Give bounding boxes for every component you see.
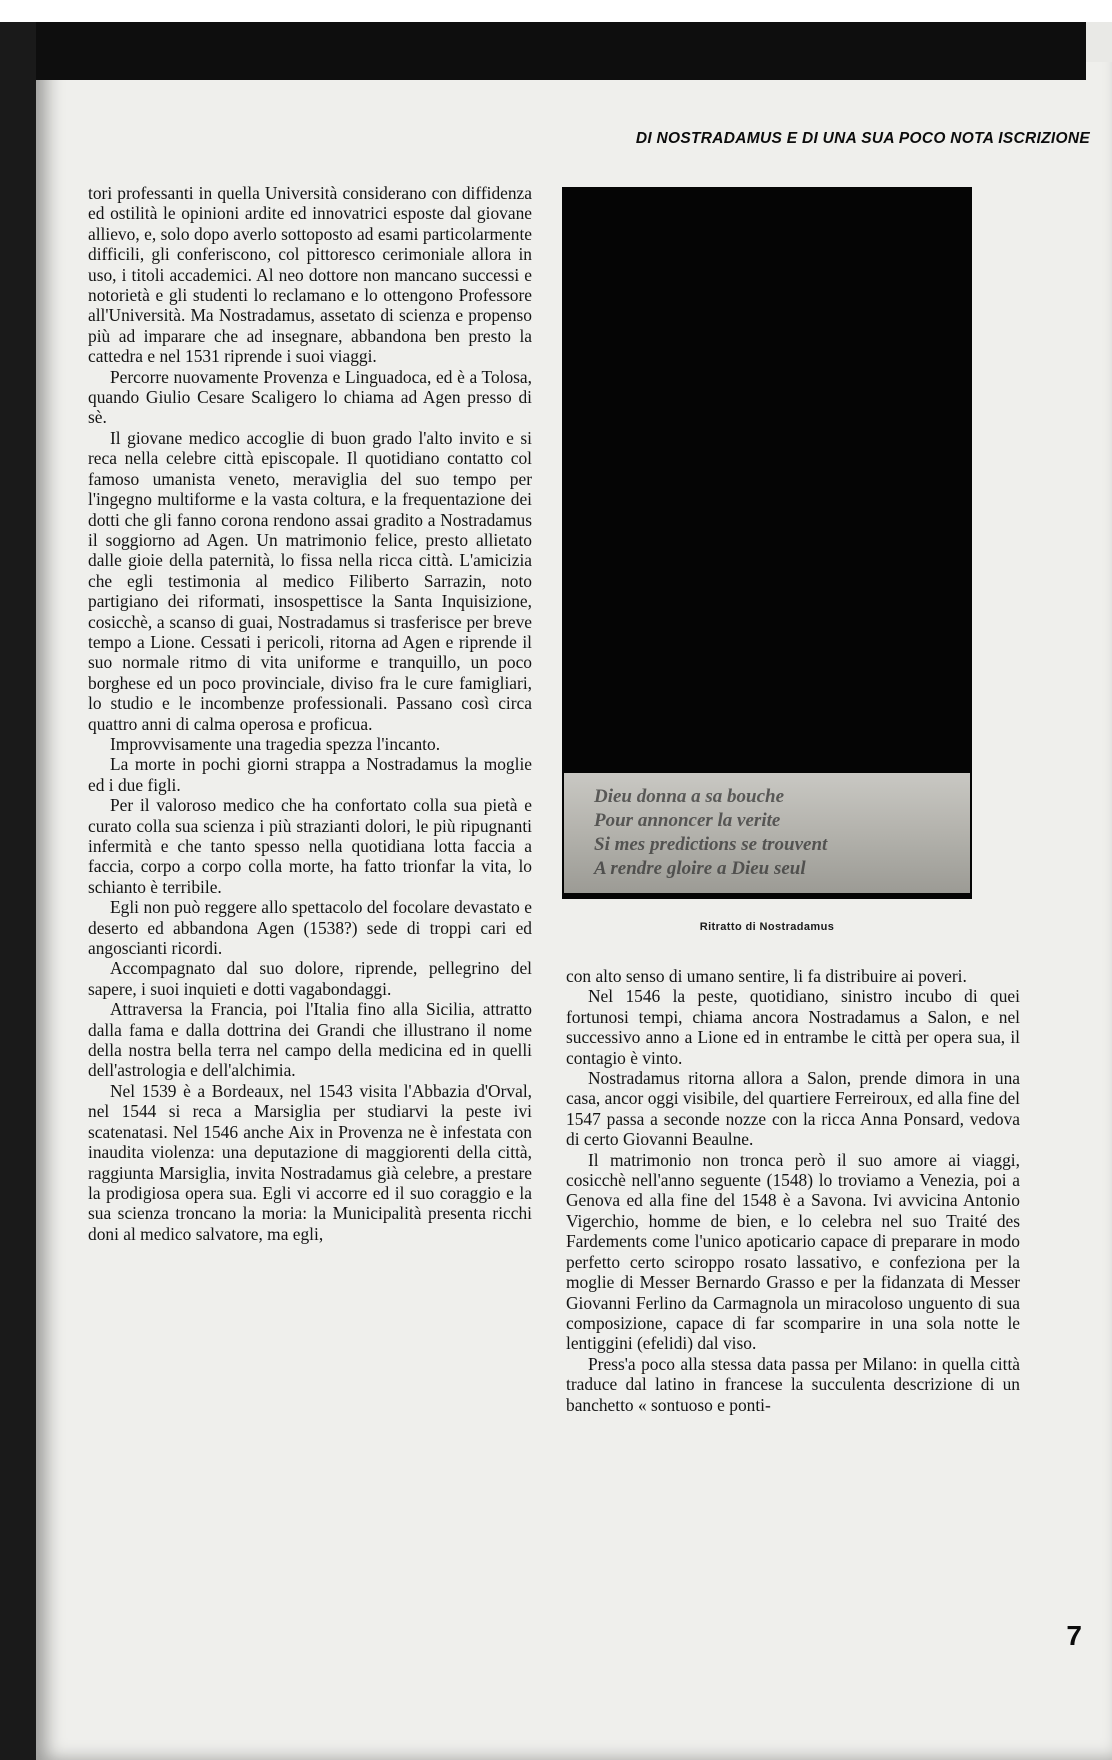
paragraph: Nel 1539 è a Bordeaux, nel 1543 visita l'Abbazia d'Orval, nel 1544 si reca a Marsiglia per studiarvi la peste ivi scatenatasi. Nel 1546 anche Aix in Provenza ne è infestata con inaudita violenza: una deputazione di maggiorenti della città, raggiunta Marsiglia, invita Nostradamus già celebre, a prestare la prodigiosa opera sua. Egli vi accorre ed il suo coraggio e la sua scienza troncano la moria: la Municipalità presenta ricchi doni al medico salvatore, ma egli, [88,1080,532,1244]
paragraph: Il matrimonio non tronca però il suo amore ai viaggi, cosicchè nell'anno seguente (1548) lo troviamo a Venezia, poi a Genova ed alla fine del 1548 è a Savona. Ivi avvicina Antonio Vigerchio, homme de bien, e lo celebra nel suo Traité des Fardements come l'unico apoticario capace di preparare in modo perfetto certo sciroppo rosato lassativo, e confeziona per la moglie di Messer Bernardo Grasso e per la fidanzata di Messer Giovanni Ferlino da Carmagnola un miracoloso unguento di sua composizione, capace di far scomparire in una sola notte le lentiggini (efelidi) dal viso. [566,1149,1020,1354]
paragraph: Accompagnato dal suo dolore, riprende, pellegrino del sapere, i suoi inquieti e dotti vagabondaggi. [88,958,532,999]
figure-caption: Ritratto di Nostradamus [699,921,835,933]
paragraph: Il giovane medico accoglie di buon grado l'alto invito e si reca nella celebre città episcopale. Il quotidiano contatto col famoso umanista veneto, meraviglia del suo tempo per l'ingegno multiforme e la vasta coltura, e la frequentazione dei dotti che gli fanno corona rendono assai gradito a Nostradamus il soggiorno ad Agen. Un matrimonio felice, presto allietato dalle gioie della paternità, lo fissa nella ricca città. L'amicizia che egli testimonia al medico Filiberto Sarrazin, noto partigiano dei riformati, insospettisce la Santa Inquisizione, cosicchè, a scanso di guai, Nostradamus si trasferisce per breve tempo a Lione. Cessati i pericoli, ritorna ad Agen e riprende il suo normale ritmo di vita uniforme e tranquillo, un poco borghese ed un poco provinciale, diviso fra le cure famigliari, lo studio e le incombenze professionali. Passano così circa quattro anni di calma operosa e proficua. [88,427,532,734]
paragraph: con alto senso di umano sentire, li fa distribuire ai poveri. [566,966,967,986]
inscription-line: A rendre gloire a Dieu seul [594,858,806,879]
inscription-line: Dieu donna a sa bouche [594,786,785,807]
paragraph: Egli non può reggere allo spettacolo del focolare devastato e deserto ed abbandona Agen (1538?) sede di troppi cari ed angoscianti ricordi. [88,897,532,959]
portrait-image [562,187,972,899]
left-column [88,183,532,1244]
paragraph: Nel 1546 la peste, quotidiano, sinistro incubo di quei fortunosi tempi, chiama ancora Nostradamus a Salon, e nel successivo anno a Lione ed in entrambe le città per opera sua, il contagio è vinto. [566,986,1020,1068]
portrait-inscription [594,785,954,881]
scan-corner [1086,22,1112,62]
paragraph: Attraversa la Francia, poi l'Italia fino alla Sicilia, attratto dalla fama e dalla dottrina dei Grandi che illustrano il nome della nostra bella terra nel campo della medicina ed in quelli dell'astrologia e dell'alchimia. [88,999,532,1081]
inscription-line: Pour annoncer la verite [594,810,781,831]
paragraph: La morte in pochi giorni strappa a Nostradamus la moglie ed i due figli. [88,754,532,795]
paragraph: Improvvisamente una tragedia spezza l'incanto. [110,733,441,754]
paragraph: Press'a poco alla stessa data passa per Milano: in quella città traduce dal latino in francese la succulenta descrizione di un banchetto « sontuoso e ponti- [566,1353,1020,1415]
running-header: DI NOSTRADAMUS E DI UNA SUA POCO NOTA ISCRIZIONE [635,130,1090,147]
paragraph: Per il valoroso medico che ha confortato colla sua pietà e curato colla sua scienza i più strazianti dolori, le più ripugnanti infermità e che tanto spesso nella quotidiana lotta faccia a faccia, corpo a corpo colla morte, ha fatto trionfar la vita, lo schianto è terribile. [88,795,532,897]
paragraph: tori professanti in quella Università considerano con diffidenza ed ostilità le opinioni ardite ed innovatrici esposte dal giovane allievo, e, solo dopo averlo sottoposto ad esami particolarmente difficili, gli conferiscono, col pittoresco cerimoniale allora in uso, i titoli accademici. Al neo dottore non mancano successi e notorietà e gli studenti lo reclamano e lo ottengono Professore all'Università. Ma Nostradamus, assetato di scienza e propenso più ad imparare che ad insegnare, abbandona ben presto la cattedra e nel 1531 riprende i suoi viaggi. [88,183,532,367]
scan-shadow-band [36,22,1086,80]
page-number: 7 [1066,1620,1082,1651]
paragraph: Percorre nuovamente Provenza e Linguadoca, ed è a Tolosa, quando Giulio Cesare Scaligero lo chiama ad Agen presso di sè. [88,366,532,428]
paragraph: Nostradamus ritorna allora a Salon, prende dimora in una casa, ancor oggi visibile, del quartiere Ferreiroux, ed alla fine del 1547 passa a seconde nozze con la ricca Anna Ponsard, vedova di certo Giovanni Beaulne. [566,1068,1020,1150]
portrait-inscription-plate [564,773,970,893]
inscription-line: Si mes predictions se trouvent [594,834,828,855]
right-column [566,966,1020,1415]
scan-top-band [0,0,1112,22]
